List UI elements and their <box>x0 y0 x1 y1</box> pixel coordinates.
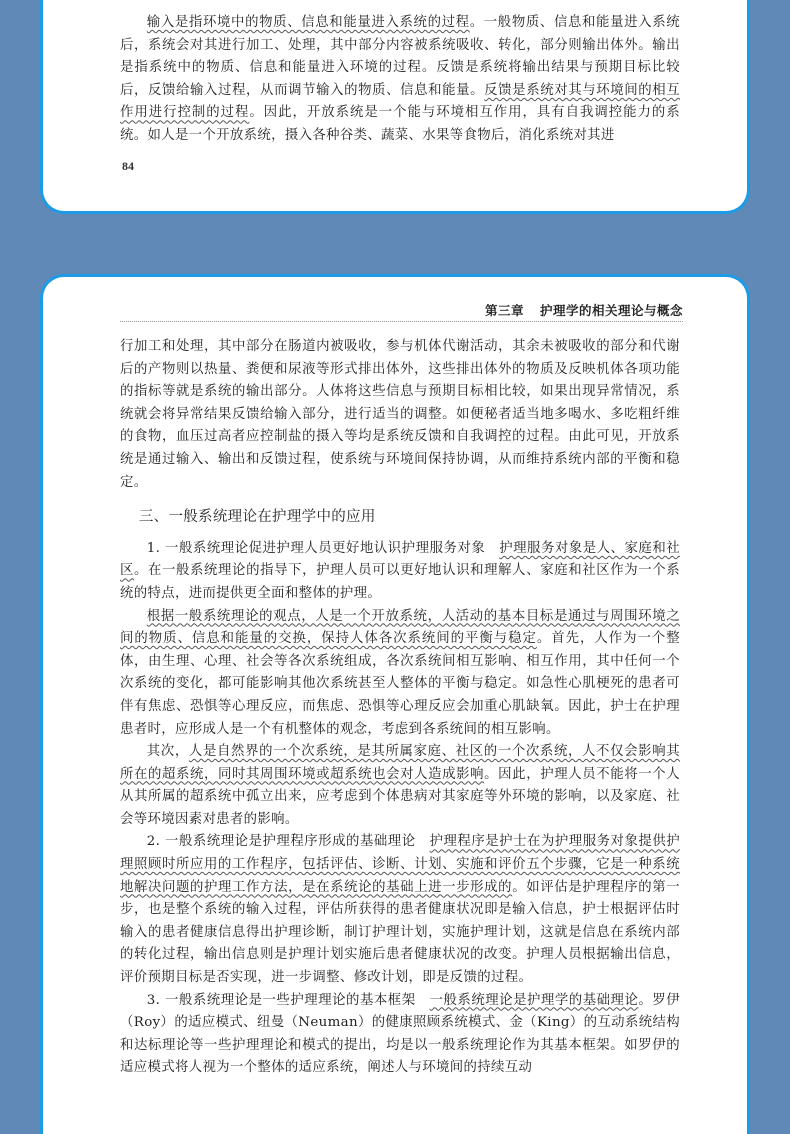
paragraph-text: 。因此，护理人员不能将一个人从其所属的超系统中孤立出来，应考虑到个体患病对其家庭等外环境的影响，以及家庭、社会等环境因素对患者的影响。 <box>120 766 680 827</box>
paragraph-text: 。因此，开放系统是一个能与环境相互作用，具有自我调控能力的系统。如人是一个开放系统，摄入各种谷类、蔬菜、水果等食物后，消化系统对其进 <box>120 105 680 143</box>
paragraph-open-system <box>120 606 680 742</box>
paragraph-text: 。如评估是护理程序的第一步，也是整个系统的输入过程，评估所获得的患者健康状况即是输入信息，护士根据评估时输入的患者健康信息得出护理诊断，制订护理计划，实施护理计划，这就是信息在系统内部的转化过程，输出信息则是护理计划实施后患者健康状况的改变。护理人员根据输出信息，评价预期目标是否实现，进一步调整、修改计划，即是反馈的过程。 <box>120 879 680 986</box>
book-page-85 <box>40 274 750 1134</box>
item-heading: 1. 一般系统理论促进护理人员更好地认识护理服务对象 <box>146 540 500 556</box>
paragraph-subsystem <box>120 741 680 831</box>
paragraph-input-output-feedback <box>120 12 680 148</box>
item-heading: 2. 一般系统理论是护理程序形成的基础理论 <box>146 834 430 850</box>
paragraph-lead: 其次， <box>146 744 189 760</box>
chapter-number: 第三章 <box>484 303 524 318</box>
underlined-text: 根据一般系统理论的观点，人是一个开放系统，人活动的基本目标是通过与周围环境之间的物质、信息和能量的交换，保持人体各次系统间的平衡与稳定 <box>120 608 680 647</box>
running-header <box>485 301 683 319</box>
paragraph-text: 。一般物质、信息和能量进入系统后，系统会对其进行加工、处理，其中部分内容被系统吸收、转化，部分则输出体外。输出是指系统中的物质、信息和能量进入环境的过程。反馈是系统将输出结果与预期目标比较后，反馈给输入过程，从而调节输入的物质、信息和能量。 <box>120 15 680 98</box>
paragraph-text: 。罗伊（Roy）的适应模式、纽曼（Neuman）的健康照顾系统模式、金（King）的互动系统结构和达标理论等一些护理理论和模式的提出，均是以一般系统理论作为其基本框架。如罗伊的适应模式将人视为一个整体的适应系统，阐述人与环境间的持续互动 <box>120 992 680 1076</box>
paragraph-3-theory-framework <box>120 990 680 1080</box>
item-heading: 3. 一般系统理论是一些护理理论的基本框架 <box>146 992 430 1008</box>
page-85-text <box>120 336 680 1080</box>
underlined-text: 人是自然界的一个次系统，是其所属家庭、社区的一个次系统，人不仅会影响其所在的超系统，同时其周围环境或超系统也会对人造成影响 <box>120 744 680 782</box>
header-rule <box>120 321 683 322</box>
page-84-text <box>120 12 680 148</box>
paragraph-2-nursing-process <box>120 831 680 989</box>
underlined-text: 护理服务对象是人、家庭和社区 <box>120 540 680 579</box>
underlined-definition-feedback: 反馈是系统对其与环境间的相互作用进行控制的过程 <box>120 82 680 121</box>
section-heading: 三、一般系统理论在护理学中的应用 <box>138 509 376 526</box>
chapter-title: 护理学的相关理论与概念 <box>539 303 683 318</box>
paragraph-text: 。在一般系统理论的指导下，护理人员可以更好地认识和理解人、家庭和社区作为一个系统的特点，进而提供更全面和整体的护理。 <box>120 563 680 601</box>
underlined-text: 一般系统理论是护理学的基础理论 <box>429 992 639 1008</box>
underlined-definition-input: 输入是指环境中的物质、信息和能量进入系统的过程 <box>146 15 470 30</box>
paragraph-1-nursing-objects <box>120 538 680 606</box>
book-page-84 <box>40 0 750 214</box>
continued-paragraph: 行加工和处理，其中部分在肠道内被吸收，参与机体代谢活动，其余未被吸收的部分和代谢后的产物则以热量、粪便和尿液等形式排出体外，这些排出体外的物质及反映机体各项功能的指标等就是系统的输出部分。人体将这些信息与预期目标相比较，如果出现异常情况，系统就会将异常结果反馈给输入部分，进行适当的调整。如便秘者适当地多喝水、多吃粗纤维的食物，血压过高者应控制盐的摄入等均是系统反馈和自我调控的过程。由此可见，开放系统是通过输入、输出和反馈过程，使系统与环境间保持协调，从而维持系统内部的平衡和稳定。 <box>120 339 680 490</box>
paragraph-text: 。首先，人作为一个整体，由生理、心理、社会等各次系统组成，各次系统间相互影响、相互作用，其中任何一个次系统的变化，都可能影响其他次系统甚至人整体的平衡与稳定。如急性心肌梗死的患者可伴有焦虑、恐惧等心理反应，而焦虑、恐惧等心理反应会加重心肌缺氧。因此，护士在护理患者时，应形成人是一个有机整体的观念，考虑到各系统间的相互影响。 <box>120 631 680 737</box>
underlined-text: 护理程序是护士在为护理服务对象提供护理照顾时所应用的工作程序，包括评估、诊断、计划、实施和评价五个步骤，它是一种系统地解决问题的护理工作方法，是在系统论的基础上进一步形成的 <box>120 834 680 895</box>
page-number: 84 <box>122 159 134 173</box>
